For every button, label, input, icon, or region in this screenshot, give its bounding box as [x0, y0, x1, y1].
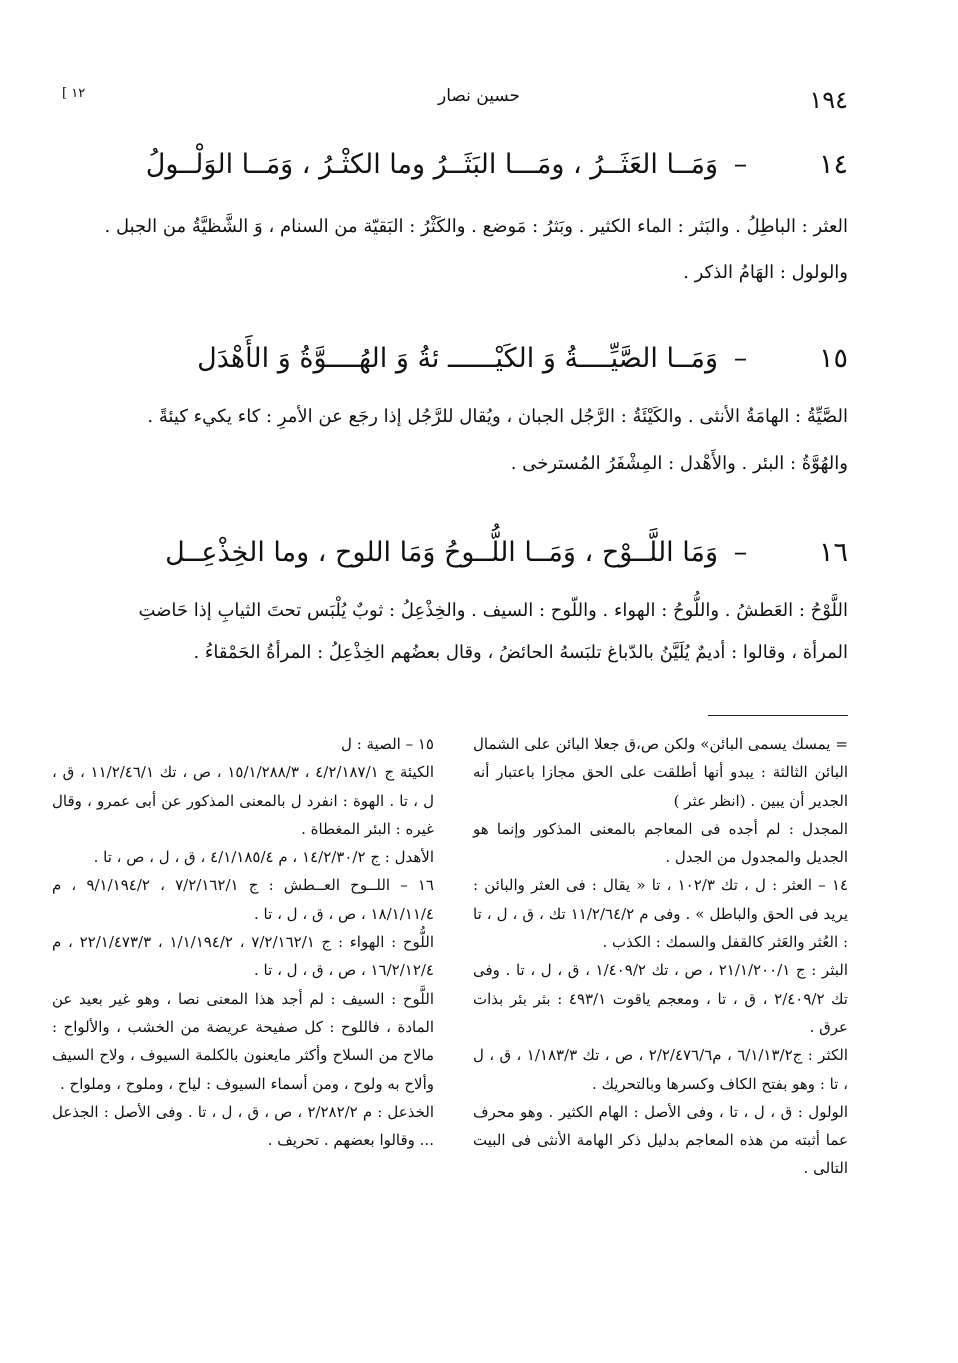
- footnote-paragraph: الكثر : ج٦/١/١٣/٢ ، م٢/٢/٤٧٦/٦ ، ص ، تك ١/١٨٣/٣ ، ق ، ل ، تا : وهو بفتح الكاف وكسرها وبالتحريك .: [473, 1046, 848, 1093]
- running-title: حسين نصار: [437, 86, 520, 106]
- footnote-paragraph: اللُّوح : الهواء : ج ٧/٢/١٦٢/١ ، ١/١/١٩٤/٢ ، ٢٢/١/٤٧٣/٣ ، م ١٦/٢/١٢/٤ ، ص ، ق ، ل ، تا .: [52, 933, 435, 980]
- gloss-line: الصَّيِّةُ : الهامَةُ الأنثى . والكَيْئَةُ : الرَّجُل الجبان ، ويُقال للرَّجُل إذا رجَع عن الأمرِ : كاء يكيء كيئةً .: [147, 406, 848, 427]
- footnote-paragraph: الكيئة ج ٤/٢/١٨٧/١ ، ١٥/١/٢٨٨/٣ ، ص ، تك ١١/٢/٤٦/١ ، ق ، ل ، تا . الهوة : انفرد ل بالمعنى المذكور عن أبى عمرو ، وقال غيره : البئر المغطاة .: [52, 763, 434, 838]
- verse-14: [138, 147, 848, 183]
- footnote-paragraph: اللَّوح : السيف : لم أجد هذا المعنى نصا ، وهو غير بعيد عن المادة ، فاللوح : كل صفيحة عريضة من الخشب ، والألواح : مالاح من السلاح وأكثر مايعنون بالكلمة السيوف ، ولاح السيف وألاح به ولوح ، ومن أسماء السيوف : لياح ، وملوح ، وملواح .: [52, 989, 434, 1093]
- verse-text: وَمَــا العَثَــرُ ، ومَـــا البَثَــرُ وما الكثْـرُ ، وَمَــا الوَلْــولُ: [145, 149, 718, 180]
- footnote-paragraph: البثر : ج ٢١/١/٢٠٠/١ ، ص ، تك ١/٤٠٩/٢ ، ق ، ل ، تا . وفى تك ٢/٤٠٩/٢ ، ق ، تا ، ومعجم ياقوت ٤٩٣/١ : بثر بئر بذات عرق .: [473, 961, 848, 1036]
- gloss-line: اللَّوْحُ : العَطشُ . واللُّوحُ : الهواء . واللّوح : السيف . والخِذْعِلُ : ثوبٌ يُلْبَس تحتَ الثيابِ إذا حَاضتِ: [138, 600, 848, 621]
- footnote-paragraph: ١٤ – العثر : ل ، تك ١٠٢/٣ ، تا « يقال : فى العثر والبائن : يريد فى الحق والباطل » . وفى م ١١/٢/٦٤/٢ تك ، ق ، ل ، تا : العُثر والعَثر كالقفل والسمك : الكذب .: [473, 876, 849, 952]
- footnote-paragraph: الولول : ق ، ل ، تا ، وفى الأصل : الهام الكثير . وهو محرف عما أثبته من هذه المعاجم بدليل ذكر الهامة الأنثى فى البيت التالى .: [473, 1102, 848, 1178]
- footnote-paragraph: = يمسك يسمى البائن» ولكن ص،ق جعلا البائن على الشمال البائن الثالثة : يبدو أنها أطلقت على الحق مجازا باعتبار أنه الجدير أن يبين . (انظر عثر ): [473, 735, 848, 810]
- footnote-separator: [708, 715, 848, 716]
- verse-number: ١٦: [818, 537, 848, 568]
- gloss-line: المرأة ، وقالوا : أديمٌ يُلَيَّنُ بالدّباغ تلبَسهُ الحائضُ ، وقال بعضُهم الخِذْعِلُ : المرأةُ الحَمْقاءُ .: [193, 642, 848, 663]
- footnote-paragraph: ١٥ – الصية : ل: [341, 735, 434, 753]
- verse-15: [138, 341, 848, 377]
- verse-text: وَمَا اللَّــوْح ، وَمَــا اللُّــوحُ وَمَا اللوح ، وما الخِذْعِــل: [165, 537, 718, 568]
- verse-16: [138, 535, 848, 571]
- page-number: ١٩٤: [809, 86, 848, 114]
- footnote-paragraph: الأهدل : ج ١٤/٢/٣٠/٢ ، م ٤/١/١٨٥/٤ ، ق ، ل ، ص ، تا .: [93, 848, 434, 867]
- footnote-paragraph: الخذعل : م ٢/٢٨٢/٢ ، ص ، ق ، ل ، تا . وفى الأصل : الجذعل ... وقالوا بعضهم . تحريف .: [52, 1102, 434, 1150]
- verse-number: ١٤: [818, 149, 848, 180]
- footnote-paragraph: المجدل : لم أجده فى المعاجم بالمعنى المذكور وإنما هو الجديل والمجدول من الجدل .: [473, 819, 848, 867]
- verse-dash: –: [733, 343, 748, 374]
- footnotes-right-column: [473, 730, 848, 1183]
- verse-dash: –: [733, 149, 748, 180]
- gloss-line: والهُوَّةُ : البئر . والأَهْدل : المِشْفَرُ المُسترخى .: [510, 453, 848, 474]
- footnote-paragraph: ١٦ – اللــوح العــطش : ج ٧/٢/١٦٢/١ ، ٩/١/١٩٤/٢ ، م ١٨/١/١١/٤ ، ص ، ق ، ل ، تا .: [52, 876, 434, 923]
- verse-text: وَمَــا الصَّيِّــــةُ وَ الكَيْــــــ ئةُ وَ الهُــــوَّةُ وَ الأَهْدَل: [197, 343, 718, 374]
- gloss-line: العثر : الباطِلُ . والبَثر : الماء الكثير . وبَثرُ : مَوضع . والكَثْرُ : البَقيّة من السنام ، وَ الشَّظيَّةُ من الجبل .: [104, 216, 848, 237]
- verse-number: ١٥: [818, 343, 848, 374]
- verse-dash: –: [733, 537, 748, 568]
- corner-mark: [ ١٢: [62, 86, 86, 101]
- gloss-line: والولول : الهَامُ الذكر .: [683, 262, 848, 283]
- footnotes-left-column: [52, 730, 434, 1154]
